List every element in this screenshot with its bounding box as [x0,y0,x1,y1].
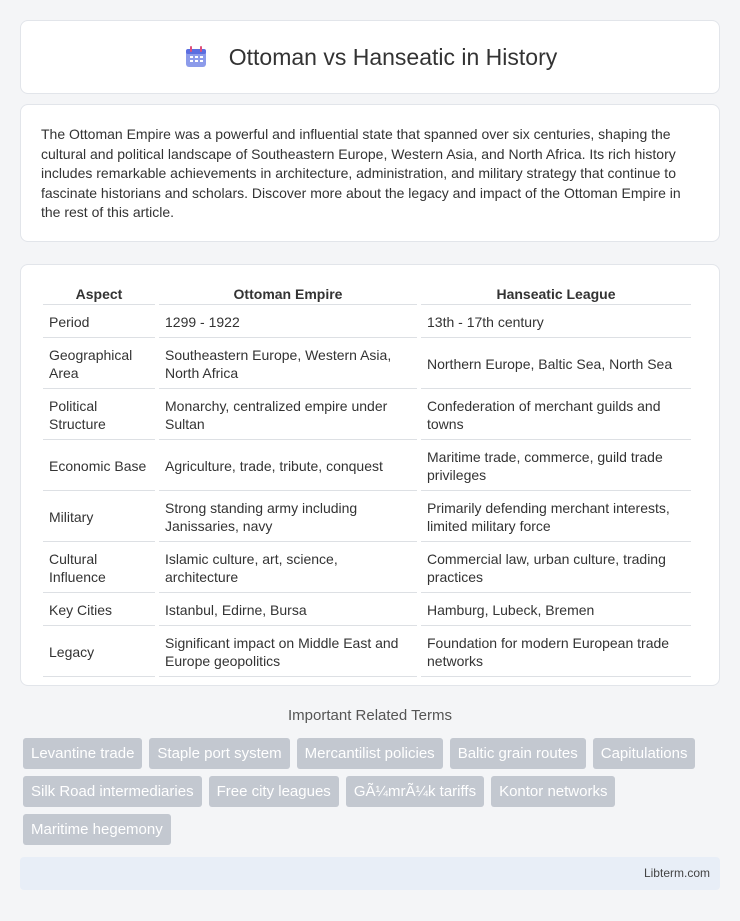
footer-site-link[interactable]: Libterm.com [643,866,710,880]
comparison-table [39,281,695,679]
term-tag[interactable]: Capitulations [593,738,696,769]
page-title: Ottoman vs Hanseatic in History [228,43,558,70]
cell-ottoman: Agriculture, trade, tribute, conquest [159,442,417,491]
table-row [43,442,691,491]
footer [20,857,720,890]
cell-hanseatic: Foundation for modern European trade networks [421,628,691,677]
header-ottoman: Ottoman Empire [159,283,417,305]
term-tag[interactable]: GÃ¼mrÃ¼k tariffs [346,776,484,807]
cell-aspect: Cultural Influence [43,544,155,593]
comparison-card [20,264,720,686]
term-tag[interactable]: Staple port system [149,738,289,769]
cell-ottoman: Significant impact on Middle East and Europe geopolitics [159,628,417,677]
term-tag[interactable]: Maritime hegemony [23,814,171,845]
term-tag[interactable]: Levantine trade [23,738,142,769]
table-row [43,340,691,389]
table-header-row [43,283,691,305]
cell-ottoman: Southeastern Europe, Western Asia, North Africa [159,340,417,389]
table-row [43,493,691,542]
cell-hanseatic: Northern Europe, Baltic Sea, North Sea [421,340,691,389]
cell-ottoman: Islamic culture, art, science, architecture [159,544,417,593]
related-terms-title: Important Related Terms [288,707,452,724]
cell-hanseatic: Confederation of merchant guilds and towns [421,391,691,440]
table-row [43,544,691,593]
cell-hanseatic: 13th - 17th century [421,307,691,338]
term-tag[interactable]: Free city leagues [209,776,339,807]
calendar-icon [183,44,209,70]
cell-hanseatic: Hamburg, Lubeck, Bremen [421,595,691,626]
related-terms-list [20,738,720,845]
cell-hanseatic: Maritime trade, commerce, guild trade privileges [421,442,691,491]
term-tag[interactable]: Baltic grain routes [450,738,586,769]
cell-ottoman: Monarchy, centralized empire under Sultan [159,391,417,440]
term-tag[interactable]: Kontor networks [491,776,615,807]
cell-aspect: Political Structure [43,391,155,440]
cell-hanseatic: Commercial law, urban culture, trading practices [421,544,691,593]
cell-aspect: Key Cities [43,595,155,626]
cell-aspect: Military [43,493,155,542]
cell-aspect: Economic Base [43,442,155,491]
table-row [43,595,691,626]
cell-ottoman: 1299 - 1922 [159,307,417,338]
term-tag[interactable]: Silk Road intermediaries [23,776,202,807]
header-aspect: Aspect [43,283,155,305]
header-card [20,20,720,94]
cell-ottoman: Istanbul, Edirne, Bursa [159,595,417,626]
intro-card [20,104,720,242]
cell-ottoman: Strong standing army including Janissaries, navy [159,493,417,542]
cell-hanseatic: Primarily defending merchant interests, limited military force [421,493,691,542]
cell-aspect: Legacy [43,628,155,677]
term-tag[interactable]: Mercantilist policies [297,738,443,769]
cell-aspect: Period [43,307,155,338]
table-row [43,628,691,677]
table-row [43,307,691,338]
table-row [43,391,691,440]
cell-aspect: Geographical Area [43,340,155,389]
header-hanseatic: Hanseatic League [421,283,691,305]
intro-text: The Ottoman Empire was a powerful and influential state that spanned over six centuries, shaping the cultural and political landscape of Southeastern Europe, Western Asia, and North Africa. Its rich history includes remarkable achievements in architecture, administration, and military strategy that continue to fascinate historians and scholars. Discover more about the legacy and impact of the Ottoman Empire in the rest of this article. [41,126,681,221]
